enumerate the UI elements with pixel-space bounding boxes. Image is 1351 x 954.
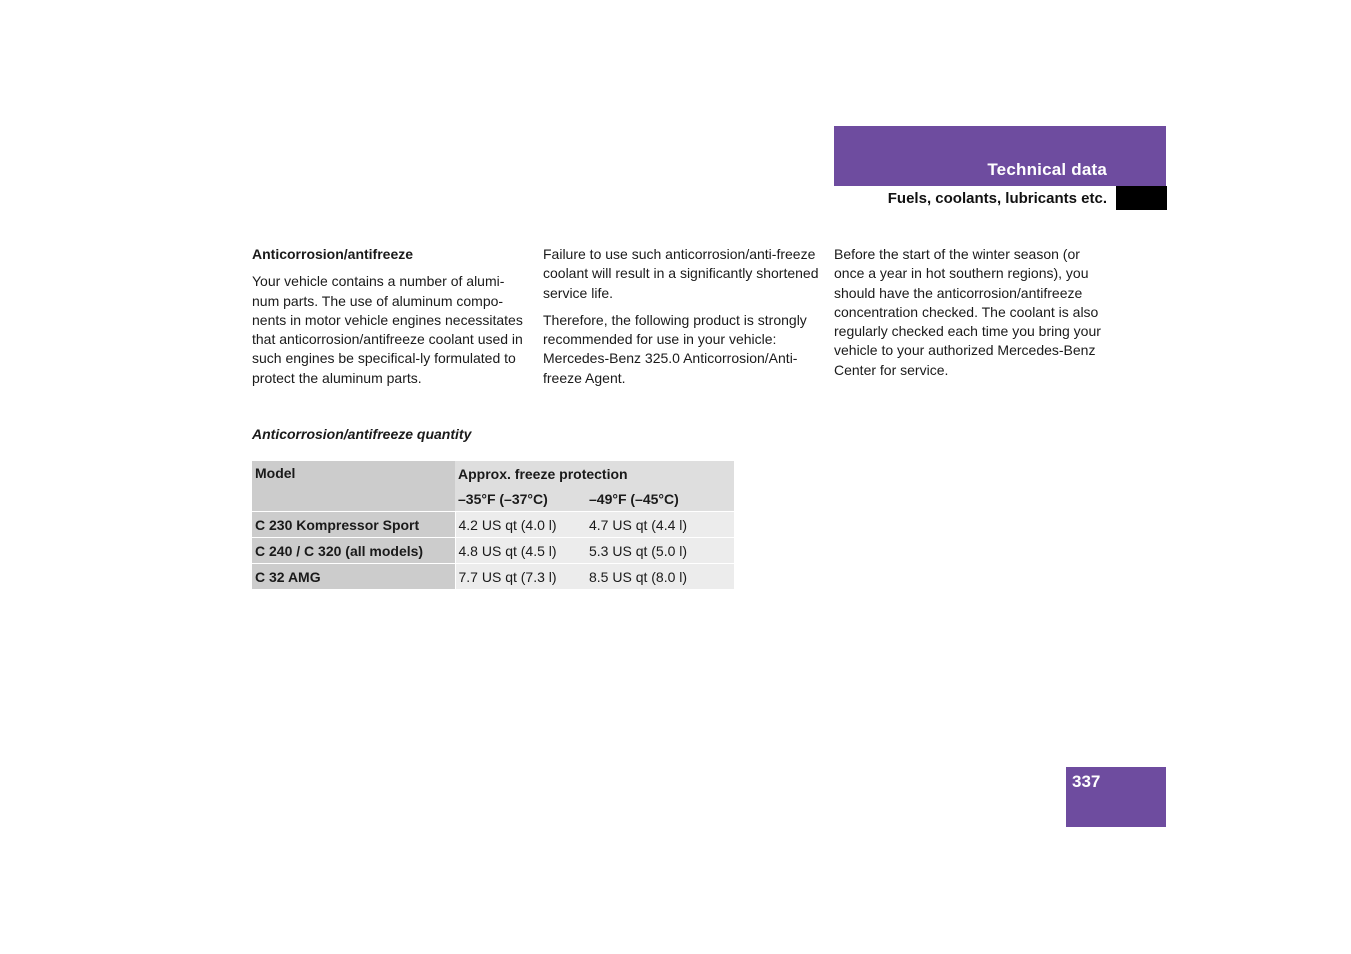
paragraph-recommended-product: Therefore, the following product is strongly recommended for use in your vehicle: Mercedes-Benz 325.0 Anticorrosion/Anti-freeze Agent. [543, 311, 807, 386]
thumb-tab-marker [1116, 186, 1167, 210]
paragraph-winter-check: Before the start of the winter season (or once a year in hot southern regions), you should have the anticorrosion/antifreeze concentration checked. The coolant is also regularly checked each time you bring your vehicle to your authorized Mercedes-Benz Center for service. [834, 246, 1101, 378]
header-freeze-protection: Approx. freeze protection [455, 461, 734, 486]
page-number-box [1066, 767, 1166, 827]
value-cell: 7.7 US qt (7.3 l) [455, 564, 586, 590]
text-column-1 [252, 245, 530, 396]
model-cell: C 230 Kompressor Sport [252, 512, 455, 538]
paragraph-aluminum-parts: Your vehicle contains a number of alumi-num parts. The use of aluminum compo-nents in motor vehicle engines necessitates that anticorrosion/antifreeze coolant used in such engines be specifical-ly formulated to protect the aluminum parts. [252, 273, 523, 386]
page-number: 337 [1072, 772, 1101, 791]
model-cell: C 240 / C 320 (all models) [252, 538, 455, 564]
paragraph-service-life: Failure to use such anticorrosion/anti-freeze coolant will result in a significantly shortened service life. [543, 246, 819, 301]
table-row [252, 538, 734, 564]
value-cell: 4.7 US qt (4.4 l) [586, 512, 734, 538]
subheader-minus-35f: –35°F (–37°C) [455, 486, 586, 512]
table-row [252, 564, 734, 590]
subheader-minus-49f: –49°F (–45°C) [586, 486, 734, 512]
text-column-2 [543, 245, 823, 396]
section-subtitle: Fuels, coolants, lubricants etc. [887, 190, 1107, 207]
section-title: Technical data [987, 160, 1107, 179]
model-cell: C 32 AMG [252, 564, 455, 590]
value-cell: 5.3 US qt (5.0 l) [586, 538, 734, 564]
value-cell: 4.2 US qt (4.0 l) [455, 512, 586, 538]
antifreeze-quantity-table [252, 461, 734, 589]
table-row [252, 512, 734, 538]
section-heading: Anticorrosion/antifreeze [252, 246, 414, 262]
header-band [834, 126, 1166, 186]
table-caption: Anticorrosion/antifreeze quantity [252, 426, 472, 442]
header-model: Model [252, 461, 455, 512]
table-header-row [252, 461, 734, 486]
text-column-3 [834, 245, 1114, 388]
value-cell: 8.5 US qt (8.0 l) [586, 564, 734, 590]
value-cell: 4.8 US qt (4.5 l) [455, 538, 586, 564]
